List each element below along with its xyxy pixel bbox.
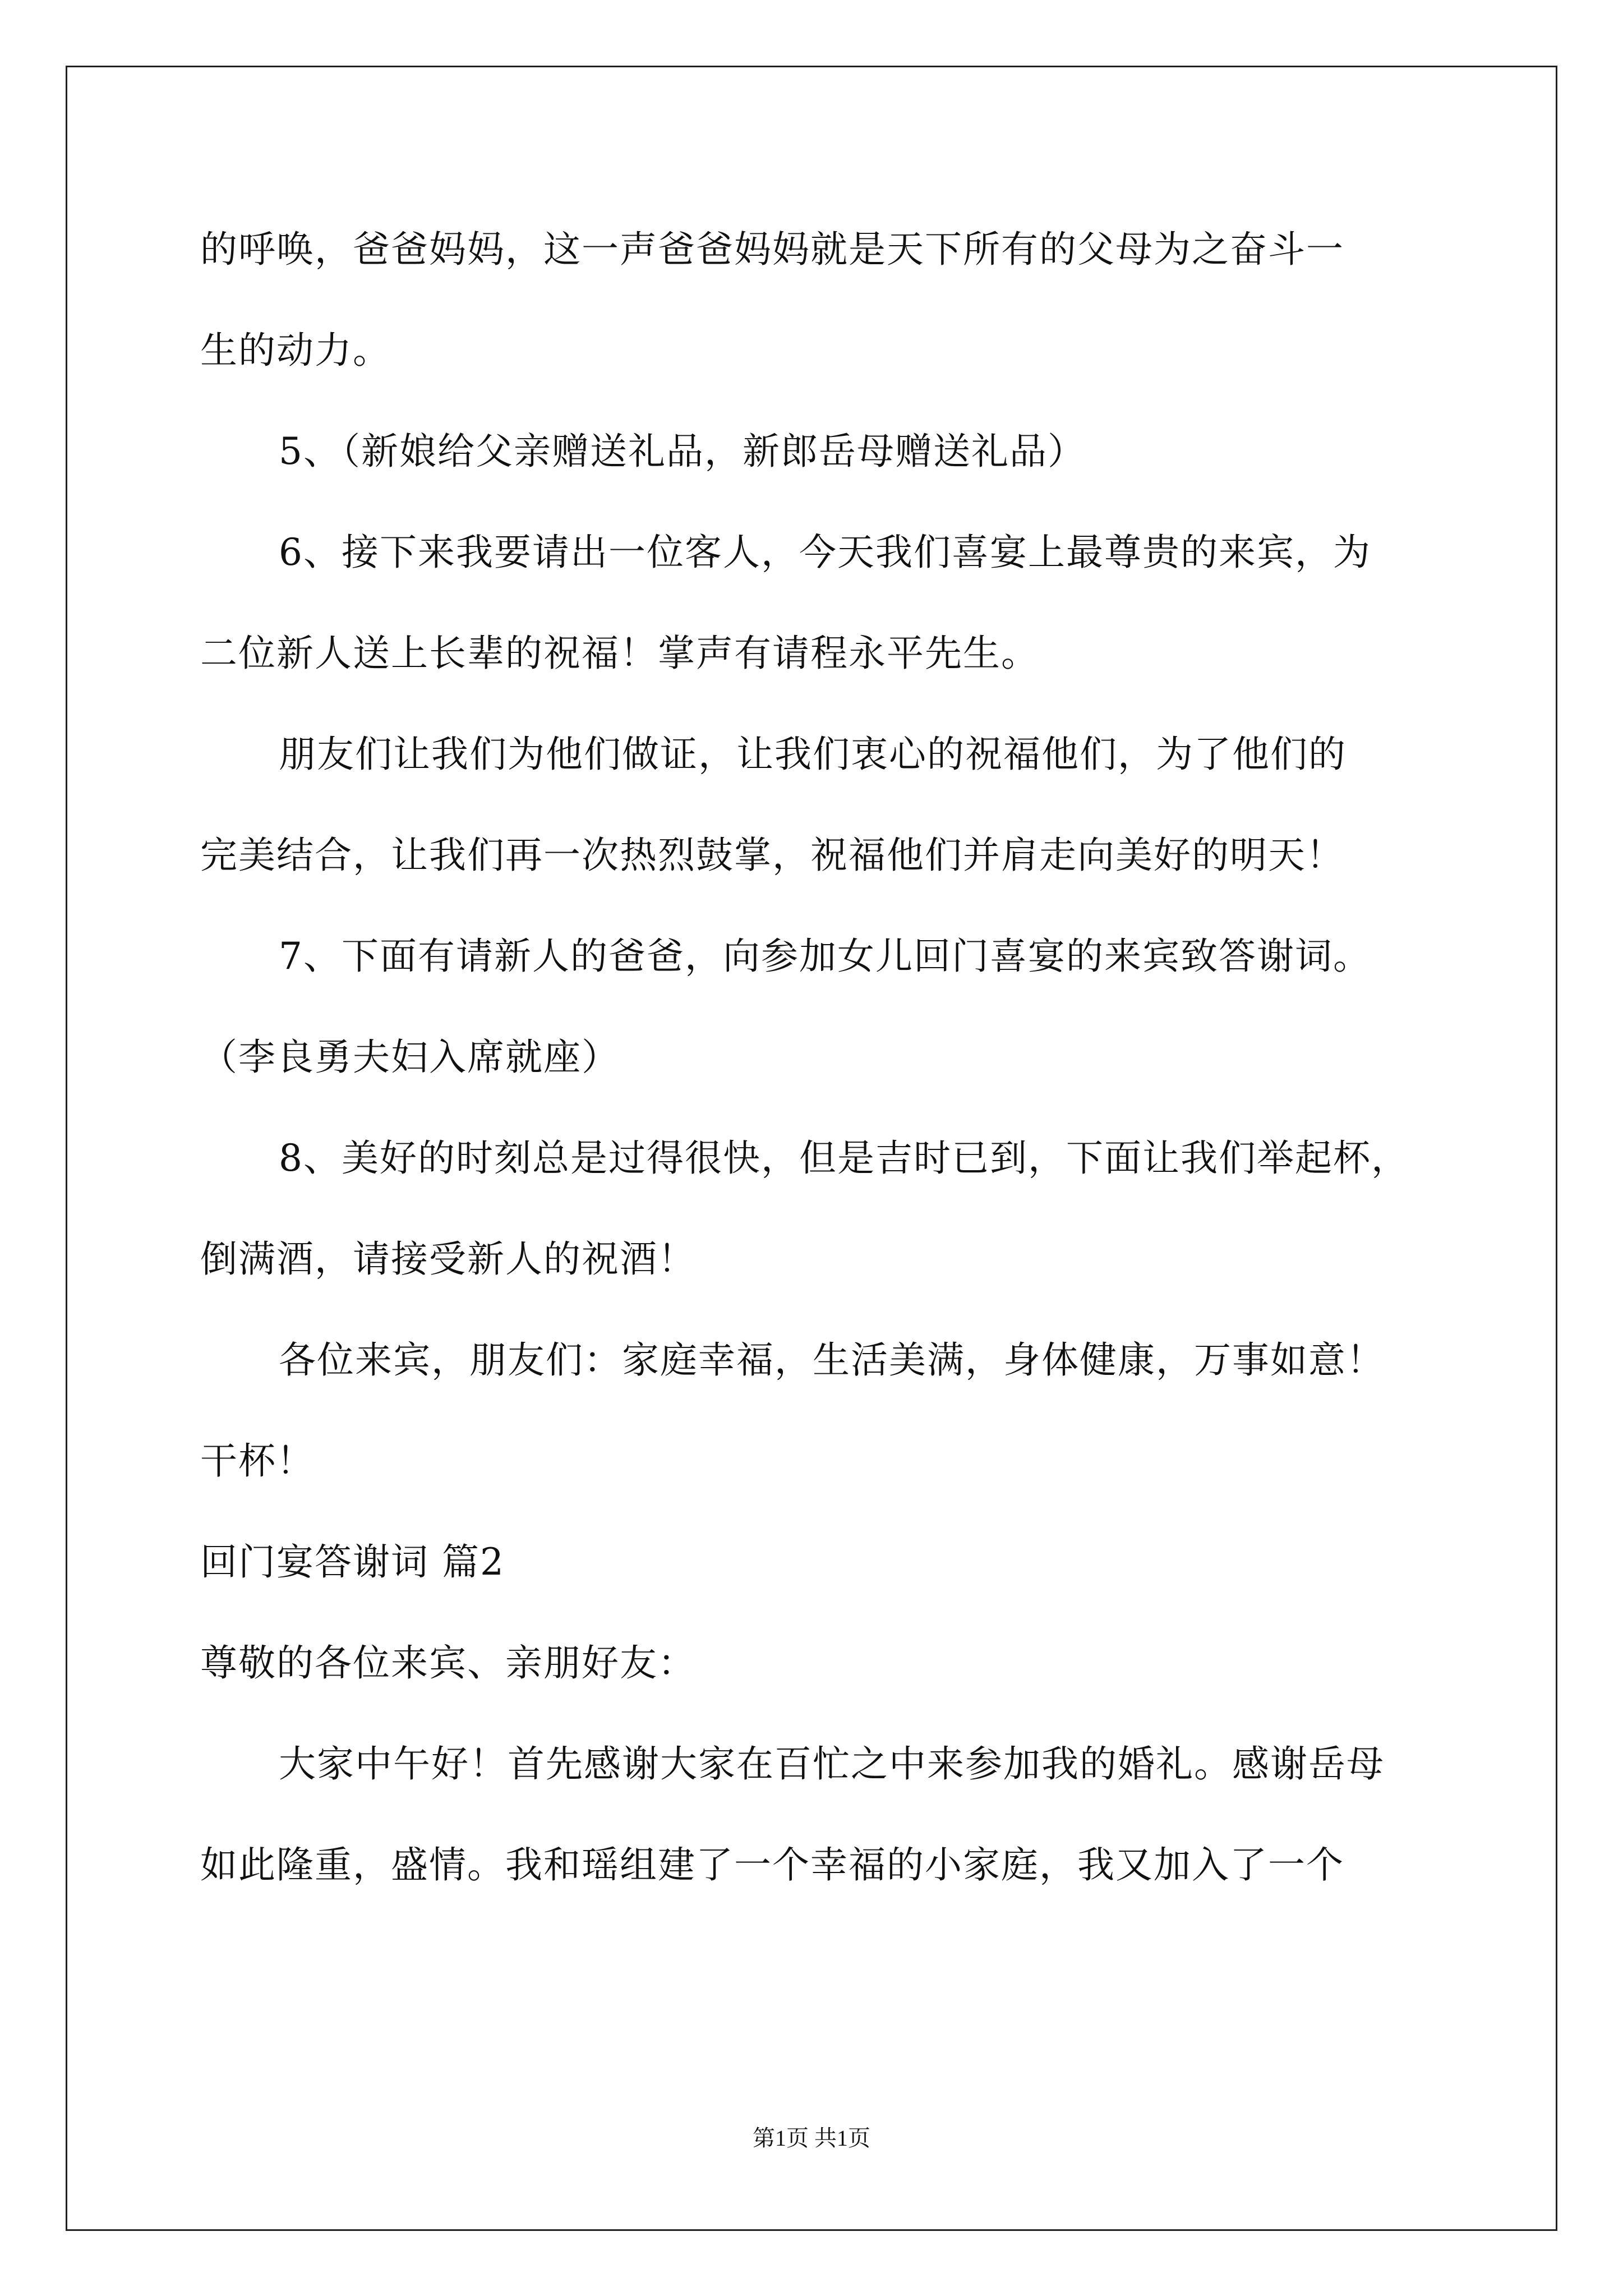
page-number-footer: 第1页 共1页: [753, 2125, 870, 2151]
paragraph-start: 朋友们让我们为他们做证，让我们衷心的祝福他们，为了他们的: [279, 733, 1347, 776]
section-heading: 回门宴答谢词 篇2: [200, 1540, 505, 1584]
text-line: 生的动力。: [200, 329, 391, 372]
text-line: 的呼唤，爸爸妈妈，这一声爸爸妈妈就是天下所有的父母为之奋斗一: [200, 228, 1344, 271]
text-line: 如此隆重，盛情。我和瑶组建了一个幸福的小家庭，我又加入了一个: [200, 1843, 1344, 1887]
text-line: 干杯！: [200, 1439, 315, 1483]
list-item-7: 7、下面有请新人的爸爸，向参加女儿回门喜宴的来宾致答谢词。: [279, 935, 1371, 978]
list-item-5: 5、（新娘给父亲赠送礼品，新郎岳母赠送礼品）: [279, 430, 1086, 473]
paragraph-start: 各位来宾，朋友们：家庭幸福，生活美满，身体健康，万事如意！: [279, 1338, 1385, 1382]
paragraph-start: 大家中午好！首先感谢大家在百忙之中来参加我的婚礼。感谢岳母: [279, 1742, 1385, 1786]
text-line: （李良勇夫妇入席就座）: [200, 1036, 620, 1079]
list-item-8: 8、美好的时刻总是过得很快，但是吉时已到，下面让我们举起杯，: [279, 1137, 1409, 1180]
list-item-6: 6、接下来我要请出一位客人，今天我们喜宴上最尊贵的来宾，为: [279, 531, 1371, 574]
salutation: 尊敬的各位来宾、亲朋好友：: [200, 1641, 696, 1685]
text-line: 二位新人送上长辈的祝福！掌声有请程永平先生。: [200, 632, 1039, 675]
text-line: 完美结合，让我们再一次热烈鼓掌，祝福他们并肩走向美好的明天！: [200, 834, 1344, 877]
text-line: 倒满酒，请接受新人的祝酒！: [200, 1237, 696, 1281]
